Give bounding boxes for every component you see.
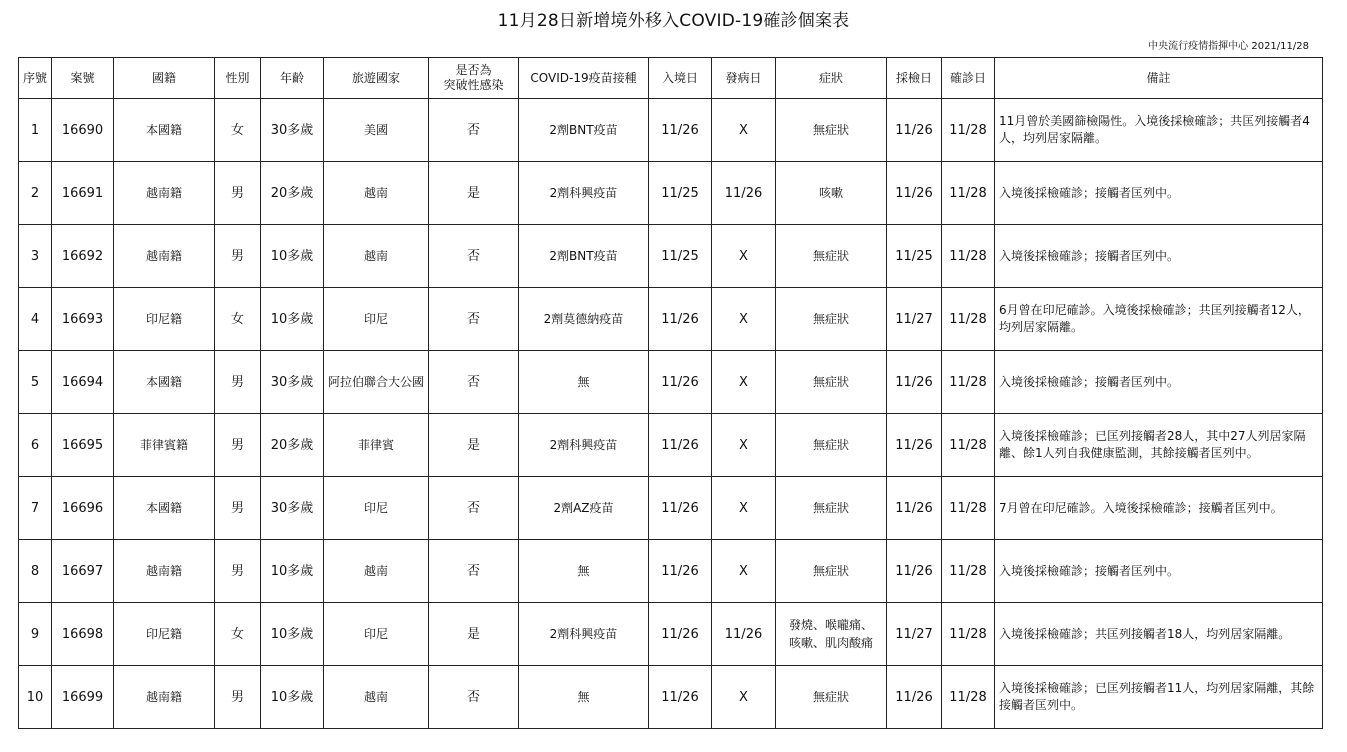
cell-remarks: 入境後採檢確診；接觸者匡列中。	[995, 351, 1323, 414]
cell-confirm-date: 11/28	[942, 225, 995, 288]
cell-vaccine: 無	[519, 540, 649, 603]
cell-sampling-date: 11/27	[887, 288, 942, 351]
cell-entry-date: 11/26	[649, 477, 712, 540]
cell-case-no: 16693	[52, 288, 114, 351]
cell-sex: 女	[215, 603, 261, 666]
cell-vaccine: 2劑科興疫苗	[519, 414, 649, 477]
cell-onset-date: X	[712, 540, 776, 603]
table-header	[19, 58, 1323, 99]
cell-vaccine: 無	[519, 351, 649, 414]
cell-sampling-date: 11/26	[887, 540, 942, 603]
cell-remarks: 入境後採檢確診；已匡列接觸者11人，均列居家隔離，其餘接觸者匡列中。	[995, 666, 1323, 729]
cell-sex: 女	[215, 99, 261, 162]
cell-serial: 2	[19, 162, 52, 225]
cell-travel-country: 印尼	[324, 288, 429, 351]
cell-entry-date: 11/26	[649, 666, 712, 729]
col-header-travel-country: 旅遊國家	[324, 58, 429, 99]
cell-sex: 男	[215, 225, 261, 288]
table-row	[19, 288, 1323, 351]
cell-confirm-date: 11/28	[942, 666, 995, 729]
cell-symptoms: 發燒、喉嚨痛、 咳嗽、肌肉酸痛	[776, 603, 887, 666]
cell-remarks: 入境後採檢確診；接觸者匡列中。	[995, 162, 1323, 225]
cell-onset-date: X	[712, 351, 776, 414]
cell-nationality: 印尼籍	[114, 603, 215, 666]
table-row	[19, 414, 1323, 477]
cell-case-no: 16699	[52, 666, 114, 729]
cell-age: 20多歲	[261, 414, 324, 477]
cell-entry-date: 11/26	[649, 288, 712, 351]
cell-symptoms: 咳嗽	[776, 162, 887, 225]
cell-sex: 男	[215, 540, 261, 603]
cell-age: 10多歲	[261, 540, 324, 603]
cell-sampling-date: 11/25	[887, 225, 942, 288]
cell-vaccine: 2劑BNT疫苗	[519, 99, 649, 162]
cell-onset-date: X	[712, 225, 776, 288]
col-header-confirm-date: 確診日	[942, 58, 995, 99]
cell-vaccine: 2劑莫德納疫苗	[519, 288, 649, 351]
col-header-sampling-date: 採檢日	[887, 58, 942, 99]
cell-vaccine: 2劑AZ疫苗	[519, 477, 649, 540]
col-header-serial: 序號	[19, 58, 52, 99]
col-header-onset-date: 發病日	[712, 58, 776, 99]
cell-case-no: 16697	[52, 540, 114, 603]
cell-serial: 7	[19, 477, 52, 540]
cell-serial: 10	[19, 666, 52, 729]
cell-confirm-date: 11/28	[942, 414, 995, 477]
col-header-case-no: 案號	[52, 58, 114, 99]
cell-entry-date: 11/26	[649, 351, 712, 414]
cell-nationality: 菲律賓籍	[114, 414, 215, 477]
cell-symptoms: 無症狀	[776, 99, 887, 162]
cell-case-no: 16691	[52, 162, 114, 225]
cell-symptoms: 無症狀	[776, 351, 887, 414]
cell-travel-country: 越南	[324, 666, 429, 729]
col-header-symptoms: 症狀	[776, 58, 887, 99]
cell-sampling-date: 11/27	[887, 603, 942, 666]
col-header-vaccine: COVID-19疫苗接種	[519, 58, 649, 99]
table-row	[19, 666, 1323, 729]
cell-nationality: 越南籍	[114, 666, 215, 729]
cell-nationality: 越南籍	[114, 225, 215, 288]
col-header-remarks: 備註	[995, 58, 1323, 99]
cell-sampling-date: 11/26	[887, 477, 942, 540]
cell-onset-date: X	[712, 99, 776, 162]
cell-onset-date: 11/26	[712, 603, 776, 666]
cell-sex: 男	[215, 666, 261, 729]
cell-onset-date: X	[712, 288, 776, 351]
cell-onset-date: 11/26	[712, 162, 776, 225]
cell-sex: 男	[215, 351, 261, 414]
table-row	[19, 477, 1323, 540]
table-row	[19, 540, 1323, 603]
cell-entry-date: 11/26	[649, 603, 712, 666]
cell-confirm-date: 11/28	[942, 288, 995, 351]
cell-symptoms: 無症狀	[776, 288, 887, 351]
cell-onset-date: X	[712, 666, 776, 729]
cell-sampling-date: 11/26	[887, 162, 942, 225]
cell-remarks: 6月曾在印尼確診。入境後採檢確診；共匡列接觸者12人，均列居家隔離。	[995, 288, 1323, 351]
cell-remarks: 入境後採檢確診；接觸者匡列中。	[995, 540, 1323, 603]
cell-vaccine: 2劑科興疫苗	[519, 603, 649, 666]
cell-breakthrough: 否	[429, 351, 519, 414]
table-body	[19, 99, 1323, 729]
cell-nationality: 越南籍	[114, 162, 215, 225]
cell-case-no: 16698	[52, 603, 114, 666]
cell-vaccine: 2劑BNT疫苗	[519, 225, 649, 288]
cell-serial: 9	[19, 603, 52, 666]
cell-breakthrough: 是	[429, 603, 519, 666]
cell-entry-date: 11/26	[649, 99, 712, 162]
cell-serial: 6	[19, 414, 52, 477]
cell-confirm-date: 11/28	[942, 351, 995, 414]
cell-sex: 男	[215, 414, 261, 477]
cell-onset-date: X	[712, 414, 776, 477]
cell-serial: 4	[19, 288, 52, 351]
cell-symptoms: 無症狀	[776, 225, 887, 288]
cell-remarks: 入境後採檢確診；接觸者匡列中。	[995, 225, 1323, 288]
table-row	[19, 99, 1323, 162]
cell-sex: 男	[215, 162, 261, 225]
cell-confirm-date: 11/28	[942, 162, 995, 225]
cell-breakthrough: 是	[429, 162, 519, 225]
cell-serial: 5	[19, 351, 52, 414]
cell-sampling-date: 11/26	[887, 351, 942, 414]
cell-sampling-date: 11/26	[887, 666, 942, 729]
cell-travel-country: 越南	[324, 225, 429, 288]
cell-travel-country: 美國	[324, 99, 429, 162]
cell-breakthrough: 否	[429, 288, 519, 351]
cell-remarks: 入境後採檢確診；共匡列接觸者18人，均列居家隔離。	[995, 603, 1323, 666]
cell-age: 20多歲	[261, 162, 324, 225]
cell-breakthrough: 否	[429, 666, 519, 729]
col-header-age: 年齡	[261, 58, 324, 99]
cell-case-no: 16694	[52, 351, 114, 414]
cell-symptoms: 無症狀	[776, 414, 887, 477]
cell-onset-date: X	[712, 477, 776, 540]
cell-breakthrough: 否	[429, 540, 519, 603]
cell-case-no: 16696	[52, 477, 114, 540]
cell-breakthrough: 否	[429, 225, 519, 288]
table-row	[19, 603, 1323, 666]
cell-confirm-date: 11/28	[942, 477, 995, 540]
cell-travel-country: 越南	[324, 162, 429, 225]
cell-vaccine: 無	[519, 666, 649, 729]
case-table	[18, 57, 1323, 729]
cell-entry-date: 11/25	[649, 225, 712, 288]
cell-symptoms: 無症狀	[776, 477, 887, 540]
cell-serial: 8	[19, 540, 52, 603]
col-header-nationality: 國籍	[114, 58, 215, 99]
table-row	[19, 162, 1323, 225]
table-row	[19, 351, 1323, 414]
cell-remarks: 11月曾於美國篩檢陽性。入境後採檢確診；共匡列接觸者4人，均列居家隔離。	[995, 99, 1323, 162]
cell-travel-country: 印尼	[324, 603, 429, 666]
cell-symptoms: 無症狀	[776, 666, 887, 729]
cell-travel-country: 菲律賓	[324, 414, 429, 477]
cell-travel-country: 阿拉伯聯合大公國	[324, 351, 429, 414]
col-header-breakthrough: 是否為 突破性感染	[429, 58, 519, 99]
cell-breakthrough: 是	[429, 414, 519, 477]
cell-serial: 3	[19, 225, 52, 288]
cell-sex: 女	[215, 288, 261, 351]
cell-nationality: 本國籍	[114, 99, 215, 162]
source-date-note: 中央流行疫情指揮中心 2021/11/28	[1148, 41, 1309, 52]
cell-sex: 男	[215, 477, 261, 540]
cell-travel-country: 印尼	[324, 477, 429, 540]
cell-age: 10多歲	[261, 288, 324, 351]
cell-nationality: 本國籍	[114, 477, 215, 540]
cell-age: 10多歲	[261, 225, 324, 288]
cell-age: 30多歲	[261, 351, 324, 414]
cell-case-no: 16690	[52, 99, 114, 162]
page-title: 11月28日新增境外移入COVID-19確診個案表	[497, 11, 850, 31]
cell-serial: 1	[19, 99, 52, 162]
cell-sampling-date: 11/26	[887, 414, 942, 477]
cell-confirm-date: 11/28	[942, 540, 995, 603]
cell-age: 30多歲	[261, 99, 324, 162]
cell-confirm-date: 11/28	[942, 99, 995, 162]
cell-age: 30多歲	[261, 477, 324, 540]
cell-vaccine: 2劑科興疫苗	[519, 162, 649, 225]
cell-travel-country: 越南	[324, 540, 429, 603]
col-header-sex: 性別	[215, 58, 261, 99]
cell-age: 10多歲	[261, 603, 324, 666]
cell-symptoms: 無症狀	[776, 540, 887, 603]
cell-entry-date: 11/26	[649, 414, 712, 477]
cell-age: 10多歲	[261, 666, 324, 729]
cell-case-no: 16692	[52, 225, 114, 288]
cell-case-no: 16695	[52, 414, 114, 477]
cell-nationality: 越南籍	[114, 540, 215, 603]
cell-entry-date: 11/25	[649, 162, 712, 225]
cell-nationality: 印尼籍	[114, 288, 215, 351]
cell-remarks: 入境後採檢確診；已匡列接觸者28人，其中27人列居家隔離、餘1人列自我健康監測，其餘接觸者匡列中。	[995, 414, 1323, 477]
cell-sampling-date: 11/26	[887, 99, 942, 162]
col-header-entry-date: 入境日	[649, 58, 712, 99]
cell-entry-date: 11/26	[649, 540, 712, 603]
cell-nationality: 本國籍	[114, 351, 215, 414]
header-row	[19, 58, 1323, 99]
cell-breakthrough: 否	[429, 99, 519, 162]
cell-remarks: 7月曾在印尼確診。入境後採檢確診；接觸者匡列中。	[995, 477, 1323, 540]
cell-confirm-date: 11/28	[942, 603, 995, 666]
table-row	[19, 225, 1323, 288]
cell-breakthrough: 否	[429, 477, 519, 540]
